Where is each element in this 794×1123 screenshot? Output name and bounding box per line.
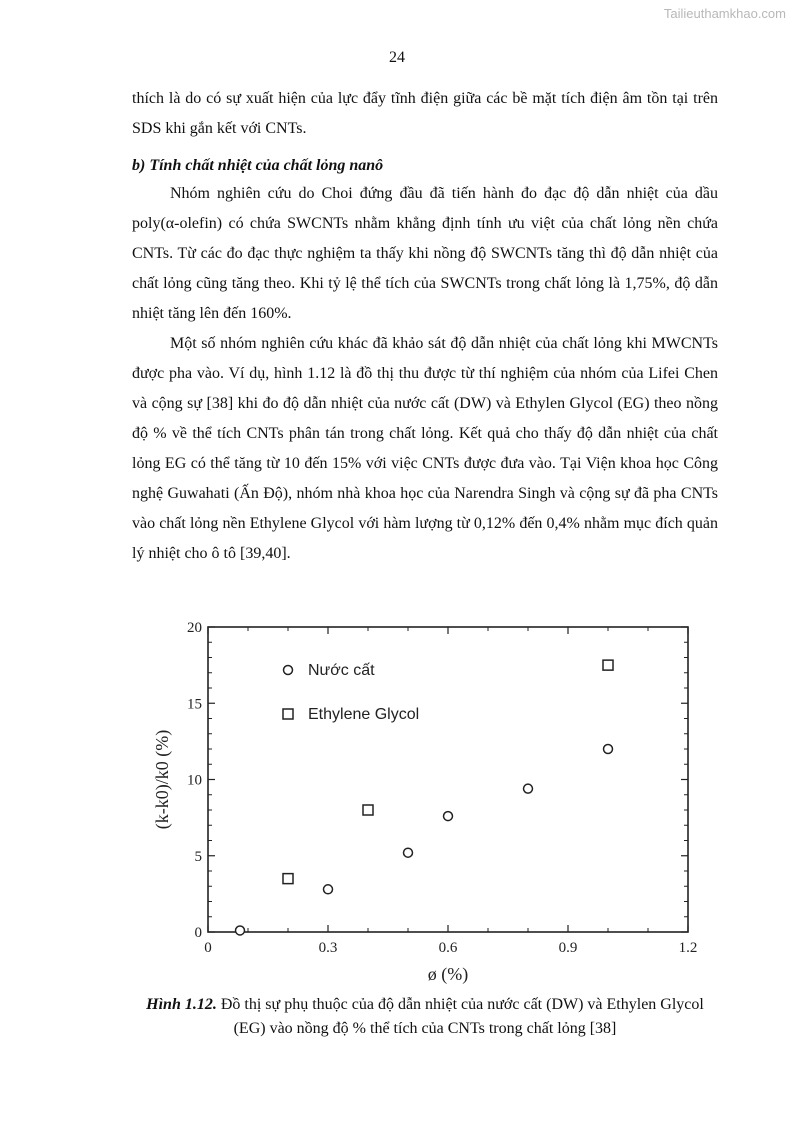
caption-label: Hình 1.12. xyxy=(146,996,217,1013)
data-point-eg xyxy=(363,805,373,815)
figure-caption xyxy=(132,993,718,1041)
y-tick-label: 10 xyxy=(187,772,202,789)
x-tick-label: 0.6 xyxy=(438,940,458,956)
figure-chart xyxy=(140,612,710,992)
data-point-eg xyxy=(283,874,293,884)
data-point-water xyxy=(324,885,333,894)
legend-label: Nước cất xyxy=(308,662,375,679)
data-point-water xyxy=(404,848,413,857)
y-tick-label: 20 xyxy=(187,620,202,636)
x-tick-label: 1.2 xyxy=(678,940,698,956)
watermark: Tailieuthamkhao.com xyxy=(663,6,786,21)
legend-marker xyxy=(283,709,293,719)
paragraph-3: Một số nhóm nghiên cứu khác đã khảo sát độ dẫn nhiệt của chất lỏng khi MWCNTs được pha vào. Ví dụ, hình 1.12 là đồ thị thu được từ thí nghiệm của nhóm của Lifei Chen và cộng sự [38] khi đo độ dẫn nhiệt của nước cất (DW) và Ethylen Glycol (EG) theo nồng độ % về thể tích CNTs phân tán trong chất lỏng. Kết quả cho thấy độ dẫn nhiệt của chất lỏng EG có thể tăng từ 10 đến 15% với việc CNTs được đưa vào. Tại Viện khoa học Công nghệ Guwahati (Ấn Độ), nhóm nhà khoa học của Narendra Singh và cộng sự đã pha CNTs vào chất lỏng nền Ethylene Glycol với hàm lượng từ 0,12% đến 0,4% nhằm mục đích quản lý nhiệt cho ô tô [39,40]. xyxy=(132,335,718,562)
data-point-water xyxy=(604,745,613,754)
paragraph-1: thích là do có sự xuất hiện của lực đẩy tĩnh điện giữa các bề mặt tích điện âm tồn tại trên SDS khi gắn kết với CNTs. xyxy=(132,90,718,137)
x-tick-label: 0.9 xyxy=(558,940,578,956)
page-number: 24 xyxy=(389,49,405,66)
y-axis-label: (k-k0)/k0 (%) xyxy=(152,729,172,830)
section-heading: b) Tính chất nhiệt của chất lỏng nanô xyxy=(132,157,384,174)
x-tick-label: 0 xyxy=(204,940,212,956)
x-tick-label: 0.3 xyxy=(318,940,338,956)
legend-marker xyxy=(284,666,293,675)
data-point-water xyxy=(524,784,533,793)
y-tick-label: 15 xyxy=(187,696,202,713)
plot-frame xyxy=(208,627,688,932)
legend-label: Ethylene Glycol xyxy=(308,706,420,723)
data-point-water xyxy=(236,926,245,935)
x-axis-label: ø (%) xyxy=(427,964,469,984)
y-tick-label: 0 xyxy=(194,925,202,941)
paragraph-2: Nhóm nghiên cứu do Choi đứng đầu đã tiến hành đo đạc độ dẫn nhiệt của dầu poly(α-olefin) có chứa SWCNTs nhằm khẳng định tính ưu việt của chất lỏng nền chứa CNTs. Từ các đo đạc thực nghiệm ta thấy khi nồng độ SWCNTs tăng thì độ dẫn nhiệt của chất lỏng cũng tăng theo. Khi tỷ lệ thể tích của SWCNTs trong chất lỏng là 1,75%, độ dẫn nhiệt tăng lên đến 160%. xyxy=(132,185,718,322)
data-point-water xyxy=(444,812,453,821)
data-point-eg xyxy=(603,660,613,670)
y-tick-label: 5 xyxy=(194,848,202,865)
caption-text: Đồ thị sự phụ thuộc của độ dẫn nhiệt của nước cất (DW) và Ethylen Glycol (EG) vào nồng độ % thể tích của CNTs trong chất lỏng [38] xyxy=(220,996,704,1037)
